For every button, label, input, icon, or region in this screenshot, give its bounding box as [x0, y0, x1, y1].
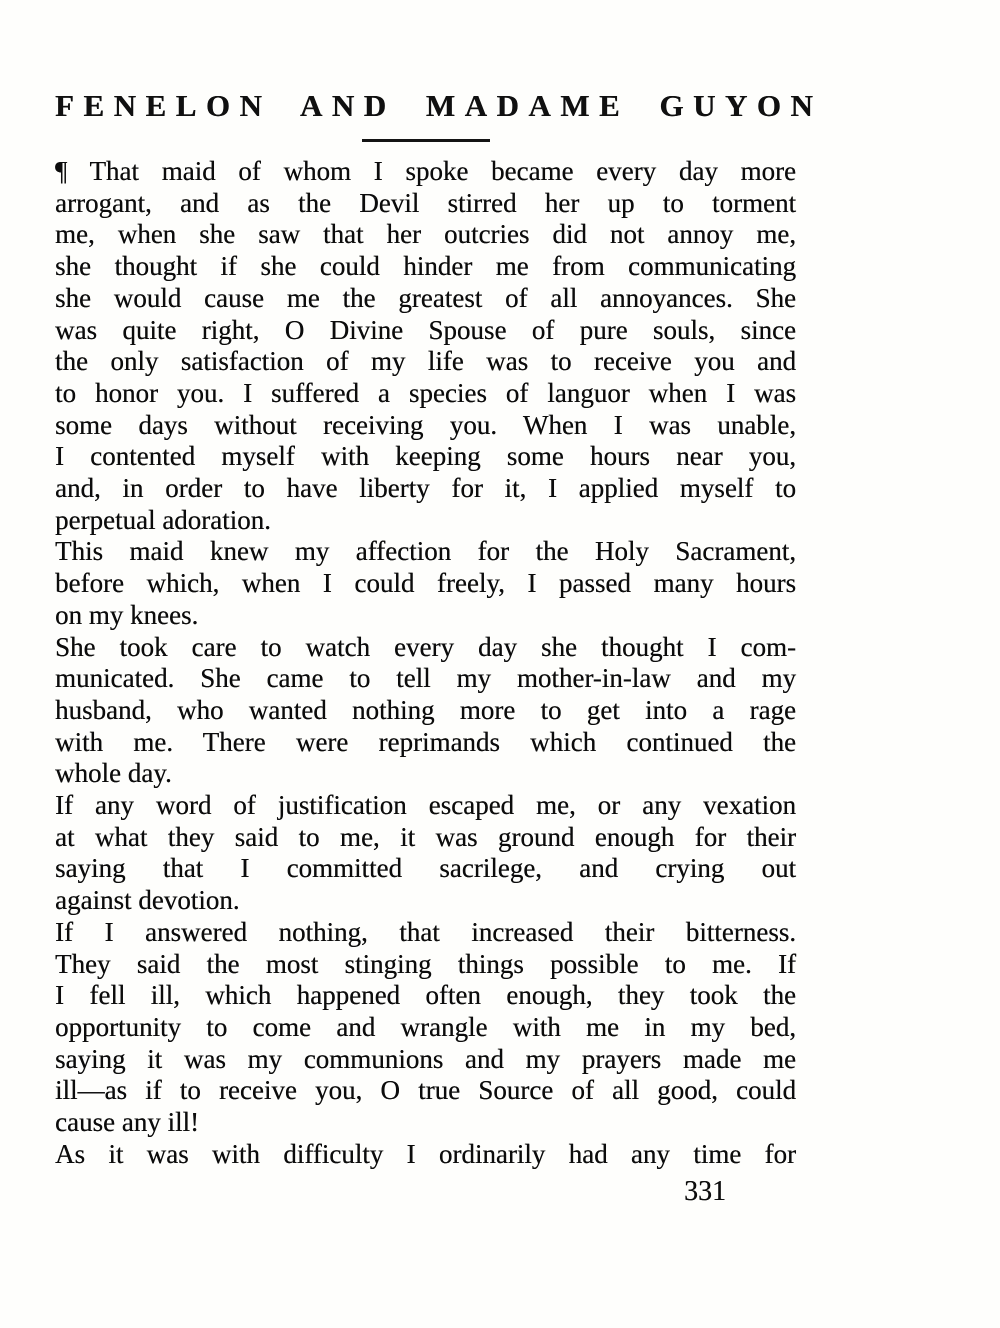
text-line: ¶ That maid of whom I spoke became every day more: [55, 156, 796, 186]
text-line: municated. She came to tell my mother-in-law and my: [55, 663, 796, 694]
text-line: whole day.: [55, 758, 172, 789]
text-line: on my knees.: [55, 599, 199, 630]
text-column: [55, 0, 823, 1208]
text-line: She took care to watch every day she thought I com-: [55, 631, 796, 662]
text-line: I contented myself with keeping some hours near you,: [55, 441, 796, 472]
text-line: the only satisfaction of my life was to receive you and: [55, 346, 796, 377]
text-line: opportunity to come and wrangle with me in my bed,: [55, 1011, 796, 1042]
text-line: If any word of justification escaped me, or any vexation: [55, 790, 796, 821]
text-line: and, in order to have liberty for it, I applied myself to: [55, 473, 796, 504]
text-line: she thought if she could hinder me from communicating: [55, 251, 796, 282]
text-line: saying that I committed sacrilege, and crying out: [55, 853, 796, 884]
text-line: This maid knew my affection for the Holy Sacrament,: [55, 536, 796, 567]
text-line: against devotion.: [55, 885, 240, 916]
text-line: cause any ill!: [55, 1107, 199, 1138]
text-line: before which, when I could freely, I passed many hours: [55, 568, 796, 599]
text-line: saying it was my communions and my prayers made me: [55, 1043, 796, 1074]
header-divider: [362, 139, 490, 142]
text-line: arrogant, and as the Devil stirred her up to torment: [55, 187, 796, 218]
text-line: husband, who wanted nothing more to get into a rage: [55, 694, 796, 725]
text-line: to honor you. I suffered a species of languor when I was: [55, 377, 796, 408]
text-line: at what they said to me, it was ground enough for their: [55, 821, 796, 852]
page-body: [55, 156, 796, 1171]
text-line: some days without receiving you. When I was unable,: [55, 409, 796, 440]
text-line: with me. There were reprimands which continued the: [55, 726, 796, 757]
text-line: If I answered nothing, that increased their bitterness.: [55, 916, 796, 947]
text-line: me, when she saw that her outcries did not annoy me,: [55, 219, 796, 250]
text-line: ill—as if to receive you, O true Source of all good, could: [55, 1075, 796, 1106]
text-line: she would cause me the greatest of all annoyances. She: [55, 282, 796, 313]
text-line: They said the most stinging things possible to me. If: [55, 948, 796, 979]
text-line: perpetual adoration.: [55, 504, 271, 535]
text-line: As it was with difficulty I ordinarily had any time for: [55, 1138, 796, 1169]
page-title: FENELON AND MADAME GUYON: [55, 88, 823, 123]
text-line: was quite right, O Divine Spouse of pure souls, since: [55, 314, 796, 345]
text-line: I fell ill, which happened often enough, they took the: [55, 980, 796, 1011]
page-number: 331: [684, 1175, 726, 1207]
